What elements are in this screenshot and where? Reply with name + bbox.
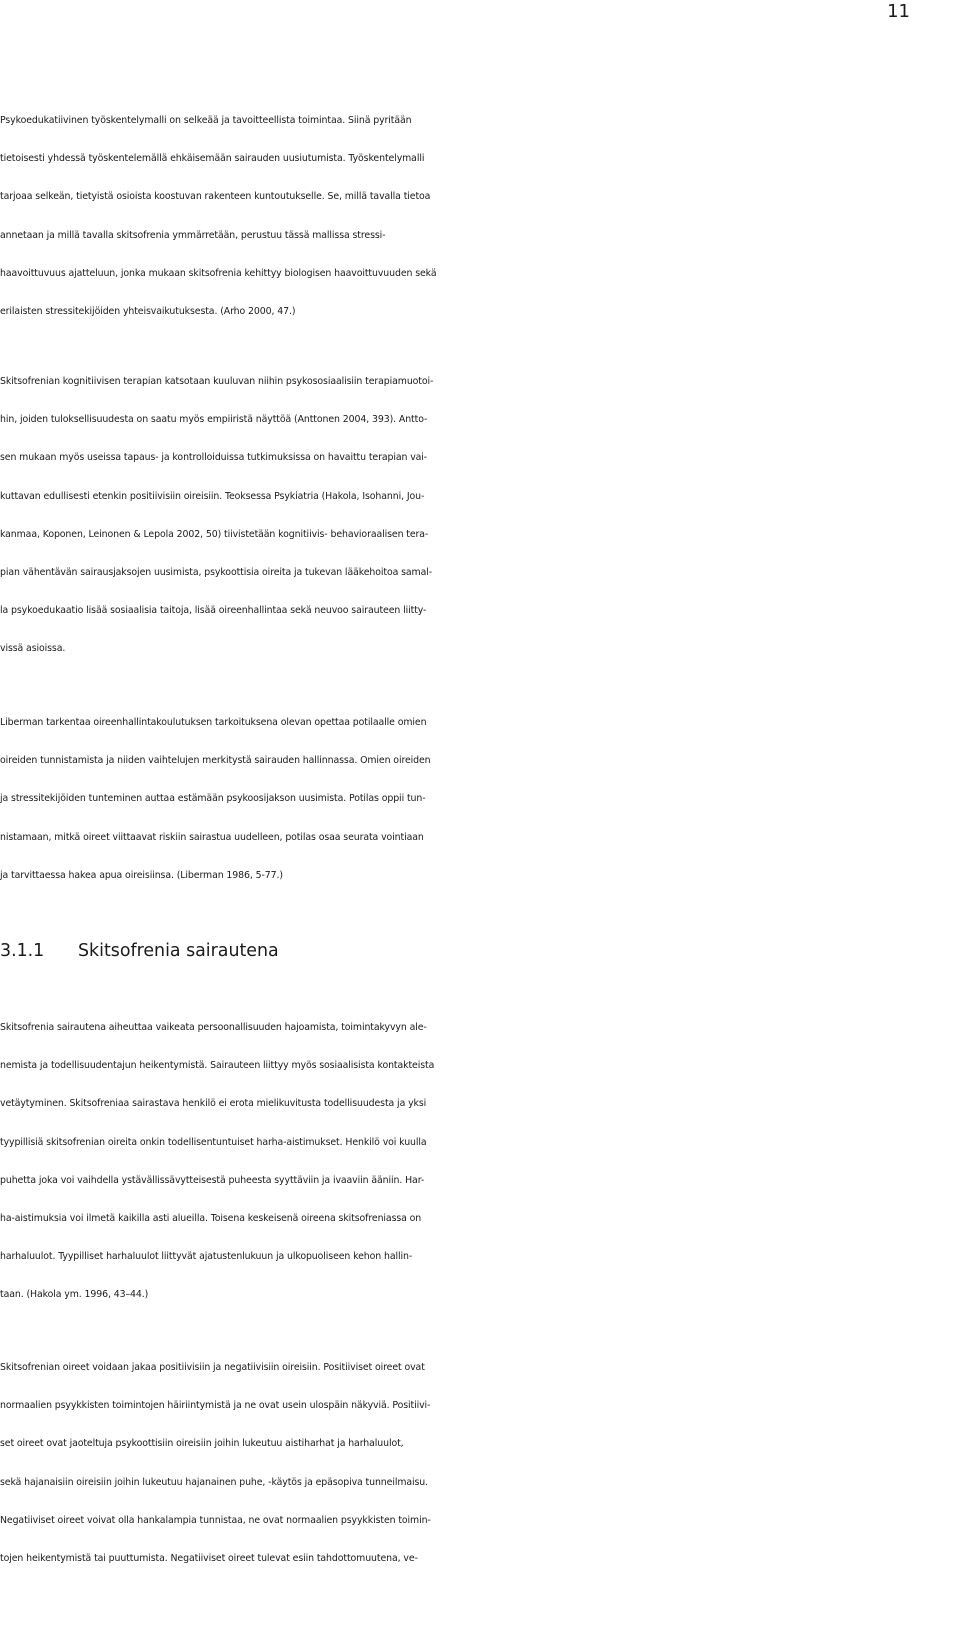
text-line: kuttavan edullisesti etenkin positiivisiin oireisiin. Teoksessa Psykiatria (Hakola, Isohanni, Jou- (0, 490, 425, 502)
page-number: 11 (887, 1, 910, 22)
section-number: 3.1.1 (0, 941, 45, 961)
text-line: tyypillisiä skitsofrenian oireita onkin todellisentuntuiset harha-aistimukset. Henkilö voi kuulla (0, 1136, 427, 1148)
paragraph-cognitive-therapy (0, 363, 932, 669)
text-line: la psykoedukaatio lisää sosiaalisia taitoja, lisää oireenhallintaa sekä neuvoo sairauteen liitty- (0, 605, 427, 617)
text-line: oireiden tunnistamista ja niiden vaihtelujen merkitystä sairauden hallinnassa. Omien oireiden (0, 755, 431, 767)
text-line: kanmaa, Koponen, Leinonen & Lepola 2002, 50) tiivistetään kognitiivis- behavioraalisen tera- (0, 528, 429, 540)
text-line: tietoisesti yhdessä työskentelemällä ehkäisemään sairauden uusiutumista. Työskentelymalli (0, 153, 425, 165)
paragraph-psychoeducation (0, 102, 932, 331)
text-line: sekä hajanaisiin oireisiin joihin lukeutuu hajanainen puhe, -käytös ja epäsopiva tunneilmaisu. (0, 1476, 429, 1488)
text-line: annetaan ja millä tavalla skitsofrenia ymmärretään, perustuu tässä mallissa stressi- (0, 229, 386, 241)
section-heading (0, 932, 279, 970)
text-line: erilaisten stressitekijöiden yhteisvaikutuksesta. (Arho 2000, 47.) (0, 305, 296, 317)
text-line: ja stressitekijöiden tunteminen auttaa estämään psykoosijakson uusimista. Potilas oppii tun- (0, 793, 426, 805)
text-line: pian vähentävän sairausjaksojen uusimista, psykoottisia oireita ja tukevan lääkehoitoa samal- (0, 566, 433, 578)
text-line: ja tarvittaessa hakea apua oireisiinsa. (Liberman 1986, 5-77.) (0, 869, 283, 881)
text-line: vetäytyminen. Skitsofreniaa sairastava henkilö ei erota mielikuvitusta todellisuudesta ja yksi (0, 1098, 427, 1110)
text-line: set oireet ovat jaoteltuja psykoottisiin oireisiin joihin lukeutuu aistiharhat ja harhaluulot, (0, 1438, 404, 1450)
text-line: ha-aistimuksia voi ilmetä kaikilla asti alueilla. Toisena keskeisenä oireena skitsofreniassa on (0, 1212, 422, 1224)
paragraph-symptom-management (0, 704, 932, 895)
text-line: Skitsofrenian oireet voidaan jakaa positiivisiin ja negatiivisiin oireisiin. Positiiviset oireet ovat (0, 1362, 425, 1373)
text-line: harhaluulot. Tyypilliset harhaluulot liittyvät ajatustenlukuun ja ulkopuoliseen kehon hallin- (0, 1251, 413, 1263)
paragraph-schizophrenia-illness (0, 1009, 932, 1315)
text-line: Negatiiviset oireet voivat olla hankalampia tunnistaa, ne ovat normaalien psyykkisten toimin- (0, 1514, 431, 1526)
text-line: haavoittuvuus ajatteluun, jonka mukaan skitsofrenia kehittyy biologisen haavoittuvuuden sekä (0, 267, 437, 279)
text-line: hin, joiden tuloksellisuudesta on saatu myös empiiristä näyttöä (Anttonen 2004, 393). Antto- (0, 414, 428, 426)
text-line: sen mukaan myös useissa tapaus- ja kontrolloiduissa tutkimuksissa on havaittu terapian vai- (0, 452, 428, 464)
paragraph-symptoms (0, 1349, 932, 1578)
text-line: tarjoaa selkeän, tietyistä osioista koostuvan rakenteen kuntoutukselle. Se, millä tavalla tietoa (0, 191, 431, 203)
text-line: vissä asioissa. (0, 643, 66, 655)
text-line: nemista ja todellisuudentajun heikentymistä. Sairauteen liittyy myös sosiaalisista kontakteista (0, 1060, 435, 1072)
text-line: puhetta joka voi vaihdella ystävällissävytteisestä puheesta syyttäviin ja ivaaviin ääniin. Har- (0, 1174, 425, 1186)
section-title: Skitsofrenia sairautena (78, 941, 279, 961)
text-line: Skitsofrenian kognitiivisen terapian katsotaan kuuluvan niihin psykososiaalisiin terapiamuotoi- (0, 376, 434, 387)
text-line: Liberman tarkentaa oireenhallintakoulutuksen tarkoituksena olevan opettaa potilaalle omien (0, 717, 427, 728)
text-line: Skitsofrenia sairautena aiheuttaa vaikeata persoonallisuuden hajoamista, toimintakyvyn ale- (0, 1022, 427, 1033)
text-line: normaalien psyykkisten toimintojen häiriintymistä ja ne ovat usein ulospäin näkyviä. Positiivi- (0, 1400, 431, 1412)
text-line: nistamaan, mitkä oireet viittaavat riskiin sairastua uudelleen, potilas osaa seurata vointiaan (0, 831, 424, 843)
text-line: tojen heikentymistä tai puuttumista. Negatiiviset oireet tulevat esiin tahdottomuutena, ve- (0, 1552, 418, 1564)
text-line: taan. (Hakola ym. 1996, 43–44.) (0, 1289, 149, 1301)
text-line: Psykoedukatiivinen työskentelymalli on selkeää ja tavoitteellista toimintaa. Siinä pyritään (0, 115, 412, 126)
